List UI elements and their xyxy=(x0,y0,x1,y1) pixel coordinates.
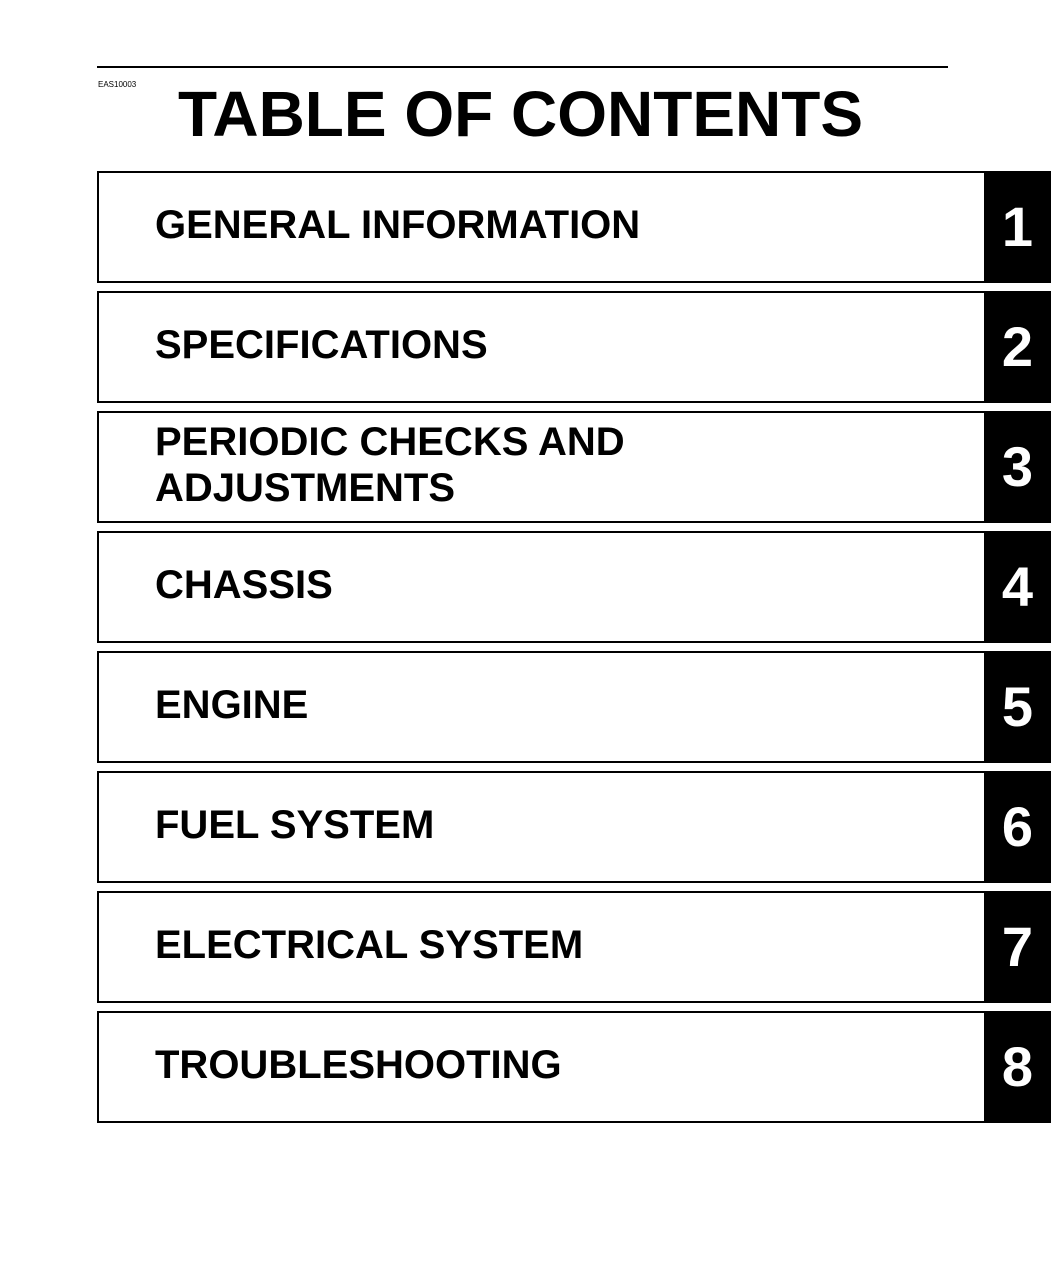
toc-entry-label: ELECTRICAL SYSTEM xyxy=(155,923,584,967)
document-code: EAS10003 xyxy=(98,80,137,89)
chapter-tab[interactable] xyxy=(984,1011,1051,1123)
toc-entry-fuel-system[interactable] xyxy=(97,771,1051,883)
chapter-tab[interactable] xyxy=(984,171,1051,283)
toc-entry-periodic-checks[interactable] xyxy=(97,411,1051,523)
toc-entry-label: PERIODIC CHECKS AND ADJUSTMENTS xyxy=(155,420,625,510)
chapter-tab[interactable] xyxy=(984,411,1051,523)
chapter-tab[interactable] xyxy=(984,651,1051,763)
toc-entry-label: GENERAL INFORMATION xyxy=(155,203,641,247)
toc-entry-electrical-system[interactable] xyxy=(97,891,1051,1003)
chapter-tab[interactable] xyxy=(984,891,1051,1003)
toc-entry-label: CHASSIS xyxy=(155,563,333,607)
top-rule xyxy=(97,66,948,68)
toc-entry-engine[interactable] xyxy=(97,651,1051,763)
toc-entry-chassis[interactable] xyxy=(97,531,1051,643)
toc-entry-label: ENGINE xyxy=(155,683,309,727)
chapter-number: 7 xyxy=(1001,915,1034,978)
chapter-number: 4 xyxy=(1001,555,1034,618)
toc-entry-label: TROUBLESHOOTING xyxy=(155,1043,562,1087)
toc-entry-label: SPECIFICATIONS xyxy=(155,323,488,367)
toc-entry-label: FUEL SYSTEM xyxy=(155,803,435,847)
chapter-number: 1 xyxy=(1001,195,1034,258)
chapter-number: 5 xyxy=(1001,675,1034,738)
toc-entry-general-information[interactable] xyxy=(97,171,1051,283)
toc-entry-troubleshooting[interactable] xyxy=(97,1011,1051,1123)
page-title: TABLE OF CONTENTS xyxy=(178,78,863,150)
chapter-number: 6 xyxy=(1001,795,1034,858)
toc-list xyxy=(97,171,1051,1131)
chapter-number: 8 xyxy=(1001,1035,1034,1098)
chapter-number: 2 xyxy=(1001,315,1034,378)
chapter-tab[interactable] xyxy=(984,291,1051,403)
toc-entry-specifications[interactable] xyxy=(97,291,1051,403)
chapter-number: 3 xyxy=(1001,435,1034,498)
chapter-tab[interactable] xyxy=(984,771,1051,883)
chapter-tab[interactable] xyxy=(984,531,1051,643)
